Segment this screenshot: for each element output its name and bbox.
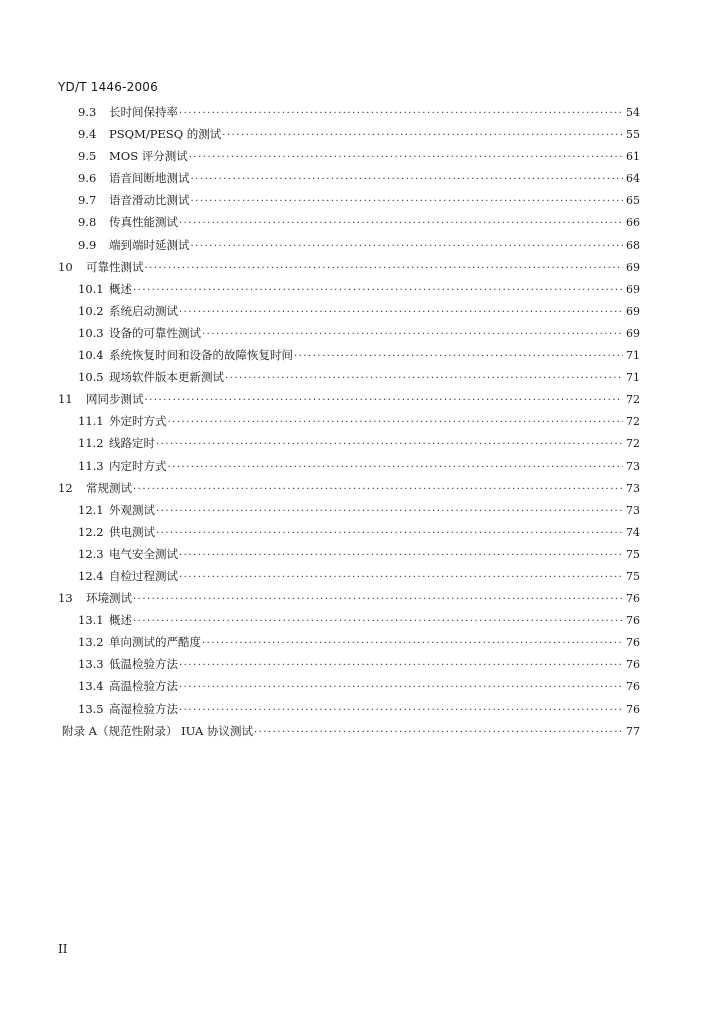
toc-entry-page-number: 76 <box>626 658 640 672</box>
toc-entry[interactable] <box>58 259 640 281</box>
toc-entry-title: 电气安全测试 <box>109 546 178 561</box>
toc-entry-page-number: 76 <box>626 592 640 606</box>
toc-entry-page-number: 73 <box>626 503 640 517</box>
toc-entry-page-number: 73 <box>626 459 640 473</box>
toc-dot-leader <box>254 727 623 738</box>
toc-dot-leader <box>189 152 623 163</box>
toc-entry-number: 13.1 <box>78 613 104 628</box>
toc-entry-page-number: 69 <box>626 260 640 274</box>
toc-entry-page-number: 77 <box>626 724 640 738</box>
toc-entry-number: 12.3 <box>78 546 104 561</box>
toc-entry-number: 12.1 <box>78 502 104 517</box>
toc-dot-leader <box>191 174 624 185</box>
toc-entry[interactable] <box>58 458 640 480</box>
toc-dot-leader <box>191 196 624 207</box>
toc-entry-appendix[interactable] <box>58 723 640 745</box>
toc-dot-leader <box>225 373 623 384</box>
toc-entry-number: 13.4 <box>78 679 104 694</box>
toc-entry[interactable] <box>58 281 640 303</box>
toc-entry-number: 9.7 <box>78 193 97 208</box>
toc-dot-leader <box>168 417 624 428</box>
toc-entry[interactable] <box>58 612 640 634</box>
toc-entry-title: 常规测试 <box>86 480 132 495</box>
toc-entry-number: 13.2 <box>78 635 104 650</box>
toc-entry-title: 内定时方式 <box>109 458 167 473</box>
toc-entry[interactable] <box>58 701 640 723</box>
toc-entry-page-number: 74 <box>626 525 640 539</box>
toc-entry-number: 10.5 <box>78 370 104 385</box>
toc-entry-page-number: 72 <box>626 393 640 407</box>
toc-entry-page-number: 55 <box>626 128 640 142</box>
toc-dot-leader <box>168 462 624 473</box>
toc-entry-title: 外定时方式 <box>109 414 167 429</box>
toc-entry-number: 9.4 <box>78 127 97 142</box>
toc-dot-leader <box>179 682 623 693</box>
toc-entry[interactable] <box>58 126 640 148</box>
toc-entry-number: 13.3 <box>78 657 104 672</box>
toc-entry-number: 9.3 <box>78 105 97 119</box>
toc-entry[interactable] <box>58 656 640 678</box>
toc-entry[interactable] <box>58 303 640 325</box>
toc-entry[interactable] <box>58 502 640 524</box>
page-number-marker: II <box>58 942 68 956</box>
toc-entry-number: 9.9 <box>78 237 97 252</box>
toc-entry-title: 系统启动测试 <box>109 303 178 318</box>
toc-entry-page-number: 76 <box>626 680 640 694</box>
toc-entry-number: 9.6 <box>78 171 97 186</box>
toc-entry-title: 外观测试 <box>109 502 155 517</box>
toc-entry-title: 高温检验方法 <box>109 679 178 694</box>
toc-entry-number: 13 <box>58 591 73 606</box>
toc-entry-page-number: 65 <box>626 194 640 208</box>
toc-entry-number: 11.1 <box>78 414 104 429</box>
toc-entry-title: 概述 <box>109 613 132 628</box>
toc-dot-leader <box>145 263 624 274</box>
toc-entry[interactable] <box>58 214 640 236</box>
toc-entry[interactable] <box>58 413 640 435</box>
toc-entry-title: 长时间保持率 <box>109 105 178 119</box>
toc-dot-leader <box>179 307 623 318</box>
toc-entry-title: 语音间断地测试 <box>109 171 190 186</box>
toc-dot-leader <box>179 705 623 716</box>
toc-entry[interactable] <box>58 435 640 457</box>
toc-dot-leader <box>294 351 623 362</box>
toc-dot-leader <box>156 439 623 450</box>
toc-entry-page-number: 69 <box>626 304 640 318</box>
toc-entry-page-number: 71 <box>626 349 640 363</box>
toc-entry-title: 线路定时 <box>109 436 155 451</box>
toc-entry-number: 10 <box>58 259 73 274</box>
toc-dot-leader <box>133 594 623 605</box>
toc-entry-page-number: 54 <box>626 106 640 119</box>
table-of-contents <box>58 104 640 745</box>
toc-entry[interactable] <box>58 546 640 568</box>
toc-entry[interactable] <box>58 104 640 126</box>
toc-entry[interactable] <box>58 325 640 347</box>
toc-entry[interactable] <box>58 524 640 546</box>
toc-entry-title: 端到端时延测试 <box>109 237 190 252</box>
toc-entry-number: 12.2 <box>78 524 104 539</box>
toc-entry-number: 11.2 <box>78 436 104 451</box>
toc-entry[interactable] <box>58 634 640 656</box>
toc-entry[interactable] <box>58 590 640 612</box>
toc-entry[interactable] <box>58 369 640 391</box>
toc-entry-number: 10.3 <box>78 325 104 340</box>
toc-entry-page-number: 75 <box>626 547 640 561</box>
toc-entry-page-number: 69 <box>626 282 640 296</box>
toc-entry-title: 可靠性测试 <box>86 259 144 274</box>
toc-entry-page-number: 76 <box>626 614 640 628</box>
toc-entry-page-number: 72 <box>626 415 640 429</box>
toc-entry-title: 供电测试 <box>109 524 155 539</box>
toc-entry-number: 9.8 <box>78 215 97 230</box>
toc-entry[interactable] <box>58 391 640 413</box>
toc-entry-number: 12 <box>58 480 73 495</box>
toc-entry-page-number: 61 <box>626 150 640 164</box>
toc-entry-title: 单向测试的严酷度 <box>109 635 201 650</box>
toc-entry-number: 9.5 <box>78 149 97 164</box>
toc-dot-leader <box>202 329 623 340</box>
toc-entry-number: 10.1 <box>78 281 104 296</box>
toc-entry-page-number: 76 <box>626 702 640 716</box>
toc-entry[interactable] <box>58 480 640 502</box>
toc-entry-title: 附录 A（规范性附录） IUA 协议测试 <box>62 723 253 738</box>
toc-entry-title: 语音滑动比测试 <box>109 193 190 208</box>
standard-code-header: YD/T 1446-2006 <box>58 80 158 94</box>
toc-entry-title: 现场软件版本更新测试 <box>109 370 224 385</box>
toc-entry-number: 13.5 <box>78 701 104 716</box>
toc-dot-leader <box>133 285 623 296</box>
toc-entry-page-number: 72 <box>626 437 640 451</box>
toc-entry-number: 11.3 <box>78 458 104 473</box>
toc-entry[interactable] <box>58 347 640 369</box>
toc-entry[interactable] <box>58 568 640 590</box>
toc-entry-title: 概述 <box>109 281 132 296</box>
toc-dot-leader <box>179 572 623 583</box>
toc-entry-page-number: 73 <box>626 481 640 495</box>
toc-entry-title: 高湿检验方法 <box>109 701 178 716</box>
toc-entry-title: 低温检验方法 <box>109 657 178 672</box>
toc-entry-page-number: 64 <box>626 172 640 186</box>
toc-entry[interactable] <box>58 237 640 259</box>
toc-dot-leader <box>179 550 623 561</box>
toc-entry-number: 10.4 <box>78 348 104 363</box>
toc-entry-title: 设备的可靠性测试 <box>109 325 201 340</box>
toc-entry-number: 10.2 <box>78 303 104 318</box>
toc-entry[interactable] <box>58 192 640 214</box>
toc-entry-title: MOS 评分测试 <box>109 149 188 164</box>
toc-dot-leader <box>202 638 623 649</box>
toc-entry-title: PSQM/PESQ 的测试 <box>109 127 222 142</box>
toc-entry-page-number: 68 <box>626 238 640 252</box>
toc-dot-leader <box>133 484 623 495</box>
toc-entry[interactable] <box>58 678 640 700</box>
toc-dot-leader <box>145 395 624 406</box>
toc-dot-leader <box>133 616 623 627</box>
toc-dot-leader <box>222 130 623 141</box>
toc-entry-number: 11 <box>58 392 73 407</box>
toc-dot-leader <box>191 241 624 252</box>
toc-entry[interactable] <box>58 170 640 192</box>
toc-entry-page-number: 66 <box>626 216 640 230</box>
toc-entry-title: 网同步测试 <box>86 392 144 407</box>
toc-entry-title: 环境测试 <box>86 591 132 606</box>
toc-dot-leader <box>179 660 623 671</box>
toc-dot-leader <box>156 528 623 539</box>
toc-entry-page-number: 75 <box>626 569 640 583</box>
toc-entry[interactable] <box>58 148 640 170</box>
toc-dot-leader <box>179 218 623 229</box>
toc-entry-page-number: 76 <box>626 636 640 650</box>
toc-entry-page-number: 71 <box>626 371 640 385</box>
toc-entry-page-number: 69 <box>626 326 640 340</box>
toc-entry-title: 自检过程测试 <box>109 568 178 583</box>
toc-dot-leader <box>156 506 623 517</box>
toc-entry-title: 系统恢复时间和设备的故障恢复时间 <box>109 348 293 363</box>
toc-entry-number: 12.4 <box>78 568 104 583</box>
toc-dot-leader <box>179 108 623 119</box>
toc-entry-title: 传真性能测试 <box>109 215 178 230</box>
